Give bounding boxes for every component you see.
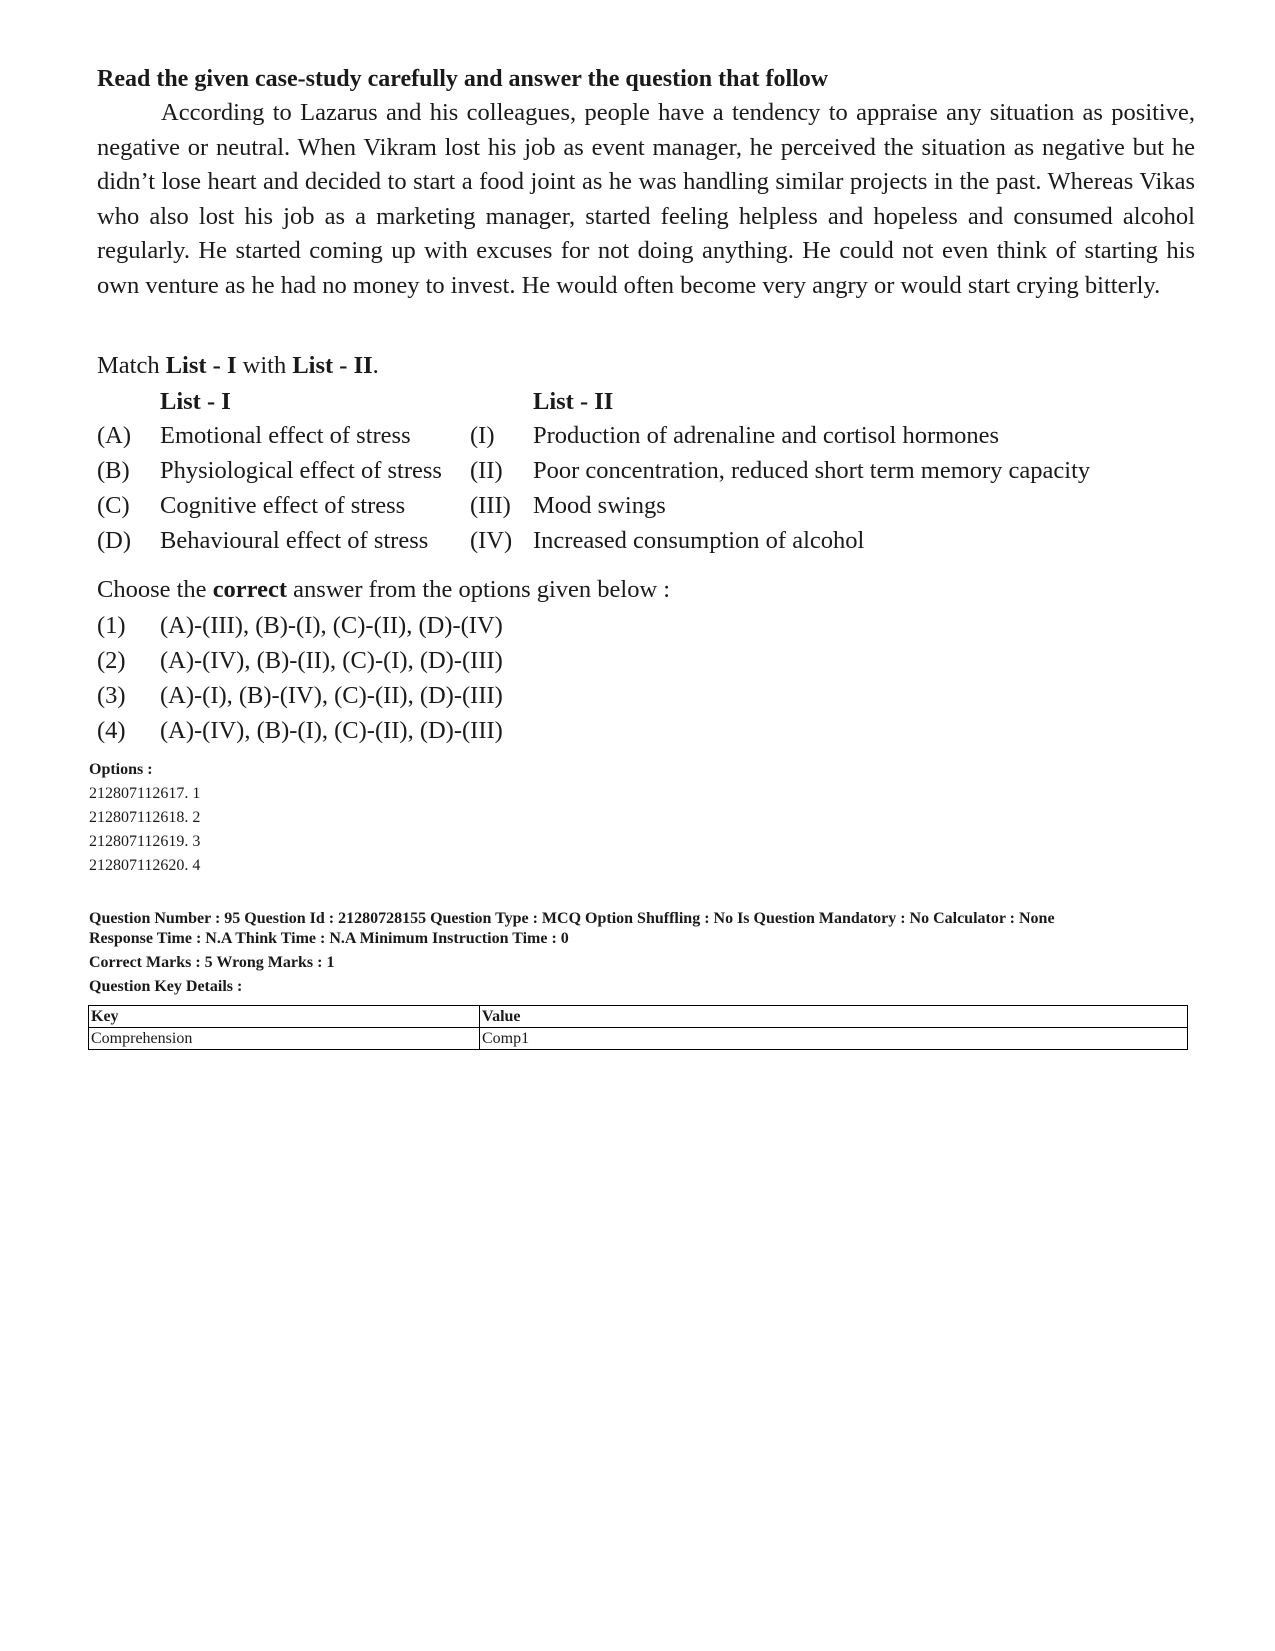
question-block (97, 62, 1197, 744)
list-1-header: List - I (160, 388, 231, 415)
option-item: 212807112620. 4 (89, 857, 201, 874)
table-row (89, 1028, 1188, 1050)
case-study-passage: According to Lazarus and his colleagues, people have a tendency to appraise any situation as positive, negative or neutral. When Vikram lost his job as event manager, he perceived the situation as negative but he didn’t lose heart and decided to start a food joint as he was handling similar projects in the past. Whereas Vikas who also lost his job as a marketing manager, started feeling helpless and hopeless and consumed alcohol regularly. He started coming up with excuses for not doing anything. He could not even think of starting his own venture as he had no money to invest. He would often become very angry or would start crying bitterly. (97, 99, 1195, 299)
answer-choice: (1) (A)-(III), (B)-(I), (C)-(II), (D)-(IV) (97, 612, 503, 639)
answer-choice: (4) (A)-(IV), (B)-(I), (C)-(II), (D)-(III) (97, 717, 503, 744)
key-details-label: Question Key Details : (89, 978, 243, 995)
match-row: (B) Physiological effect of stress (II) Poor concentration, reduced short term memory capacity (97, 457, 1091, 484)
key-details-table (88, 1005, 1188, 1050)
match-instruction: Match List - I with List - II. (97, 352, 379, 379)
list-2-header: List - II (533, 388, 614, 415)
table-cell-value: Comp1 (480, 1028, 1188, 1050)
answer-choice: (2) (A)-(IV), (B)-(II), (C)-(I), (D)-(III) (97, 647, 503, 674)
table-header-value: Value (480, 1006, 1188, 1028)
case-study-heading: Read the given case-study carefully and answer the question that follow (97, 66, 829, 92)
table-cell-key: Comprehension (89, 1028, 480, 1050)
table-header-row (89, 1006, 1188, 1028)
question-meta-line-1: Question Number : 95 Question Id : 21280728155 Question Type : MCQ Option Shuffling : No Is Question Mandatory : No Calculator : None (89, 910, 1055, 927)
option-item: 212807112618. 2 (89, 809, 201, 826)
options-label: Options : (89, 761, 153, 778)
option-item: 212807112619. 3 (89, 833, 201, 850)
choose-instruction: Choose the correct answer from the options given below : (97, 576, 671, 603)
match-row: (A) Emotional effect of stress (I) Production of adrenaline and cortisol hormones (97, 422, 1000, 449)
option-item: 212807112617. 1 (89, 785, 201, 802)
question-meta-line-2: Response Time : N.A Think Time : N.A Minimum Instruction Time : 0 (89, 930, 569, 947)
marks-line: Correct Marks : 5 Wrong Marks : 1 (89, 954, 335, 971)
answer-choice: (3) (A)-(I), (B)-(IV), (C)-(II), (D)-(III) (97, 682, 503, 709)
table-header-key: Key (89, 1006, 480, 1028)
match-row: (D) Behavioural effect of stress (IV) Increased consumption of alcohol (97, 527, 865, 554)
match-row: (C) Cognitive effect of stress (III) Mood swings (97, 492, 666, 519)
